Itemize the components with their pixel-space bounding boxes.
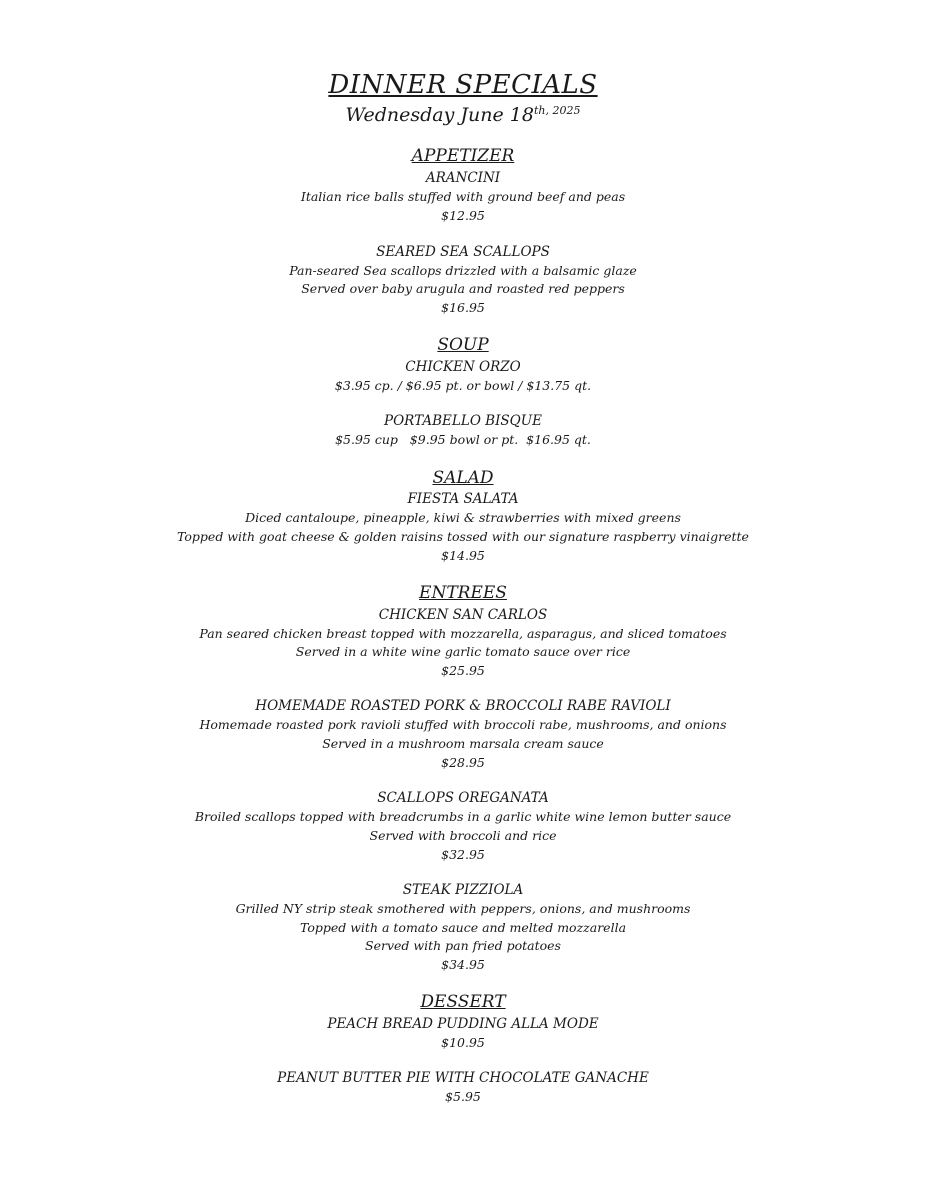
item-name-peanut-butter-pie: PEANUT BUTTER PIE WITH CHOCOLATE GANACHE [277,1070,649,1086]
item-name-scallops-oreganata: SCALLOPS OREGANATA [377,790,549,806]
item-name-seared-sea-scallops: SEARED SEA SCALLOPS [376,244,550,260]
item-price: $10.95 [441,1035,485,1050]
item-price: $3.95 cp. / $6.95 pt. or bowl / $13.75 qt. [334,378,592,393]
item-desc: Homemade roasted pork ravioli stuffed with broccoli rabe, mushrooms, and onions [199,717,727,732]
item-desc: Diced cantaloupe, pineapple, kiwi & strawberries with mixed greens [245,510,681,525]
section-heading-entrees: ENTREES [419,583,507,603]
item-name-steak-pizziola: STEAK PIZZIOLA [402,882,524,898]
item-price: $14.95 [441,548,485,563]
section-heading-soup: SOUP [437,335,489,355]
item-name-fiesta-salata: FIESTA SALATA [407,491,519,507]
item-desc: Broiled scallops topped with breadcrumbs in a garlic white wine lemon butter sauce [194,809,732,824]
item-desc: Topped with goat cheese & golden raisins tossed with our signature raspberry vinaigrette [177,529,749,544]
section-heading-salad: SALAD [432,468,494,488]
item-name-peach-bread-pudding: PEACH BREAD PUDDING ALLA MODE [327,1016,599,1032]
menu-title: DINNER SPECIALS [328,70,598,100]
item-desc: Pan seared chicken breast topped with mozzarella, asparagus, and sliced tomatoes [199,626,727,641]
item-desc: Italian rice balls stuffed with ground beef and peas [300,189,626,204]
section-heading-dessert: DESSERT [420,992,506,1012]
item-desc: Served over baby arugula and roasted red peppers [301,281,625,296]
item-name-arancini: ARANCINI [425,170,501,186]
item-name-chicken-orzo: CHICKEN ORZO [405,359,521,375]
date-year: , 2025 [545,104,581,117]
menu-date [0,102,926,128]
item-desc: Served in a mushroom marsala cream sauce [322,736,604,751]
item-desc: Served with broccoli and rice [369,828,557,843]
item-desc: Grilled NY strip steak smothered with peppers, onions, and mushrooms [235,901,691,916]
section-heading-appetizer: APPETIZER [411,146,515,166]
item-name-chicken-san-carlos: CHICKEN SAN CARLOS [378,607,548,623]
item-price: $5.95 [445,1089,481,1104]
date-main: Wednesday June 18 [345,104,534,126]
item-price: $25.95 [441,663,485,678]
item-price: $32.95 [441,847,485,862]
date-suffix: th [533,104,546,117]
item-desc: Topped with a tomato sauce and melted mozzarella [299,920,627,935]
item-price: $34.95 [441,957,485,972]
item-desc: Served in a white wine garlic tomato sauce over rice [295,644,631,659]
item-price: $12.95 [441,208,485,223]
item-desc: Pan-seared Sea scallops drizzled with a balsamic glaze [289,263,637,278]
item-desc: Served with pan fried potatoes [365,938,561,953]
item-name-portabello-bisque: PORTABELLO BISQUE [384,413,542,429]
item-price: $28.95 [441,755,485,770]
item-price: $16.95 [441,300,485,315]
item-price: $5.95 cup $9.95 bowl or pt. $16.95 qt. [335,432,591,447]
item-name-pork-ravioli: HOMEMADE ROASTED PORK & BROCCOLI RABE RAVIOLI [255,698,671,714]
